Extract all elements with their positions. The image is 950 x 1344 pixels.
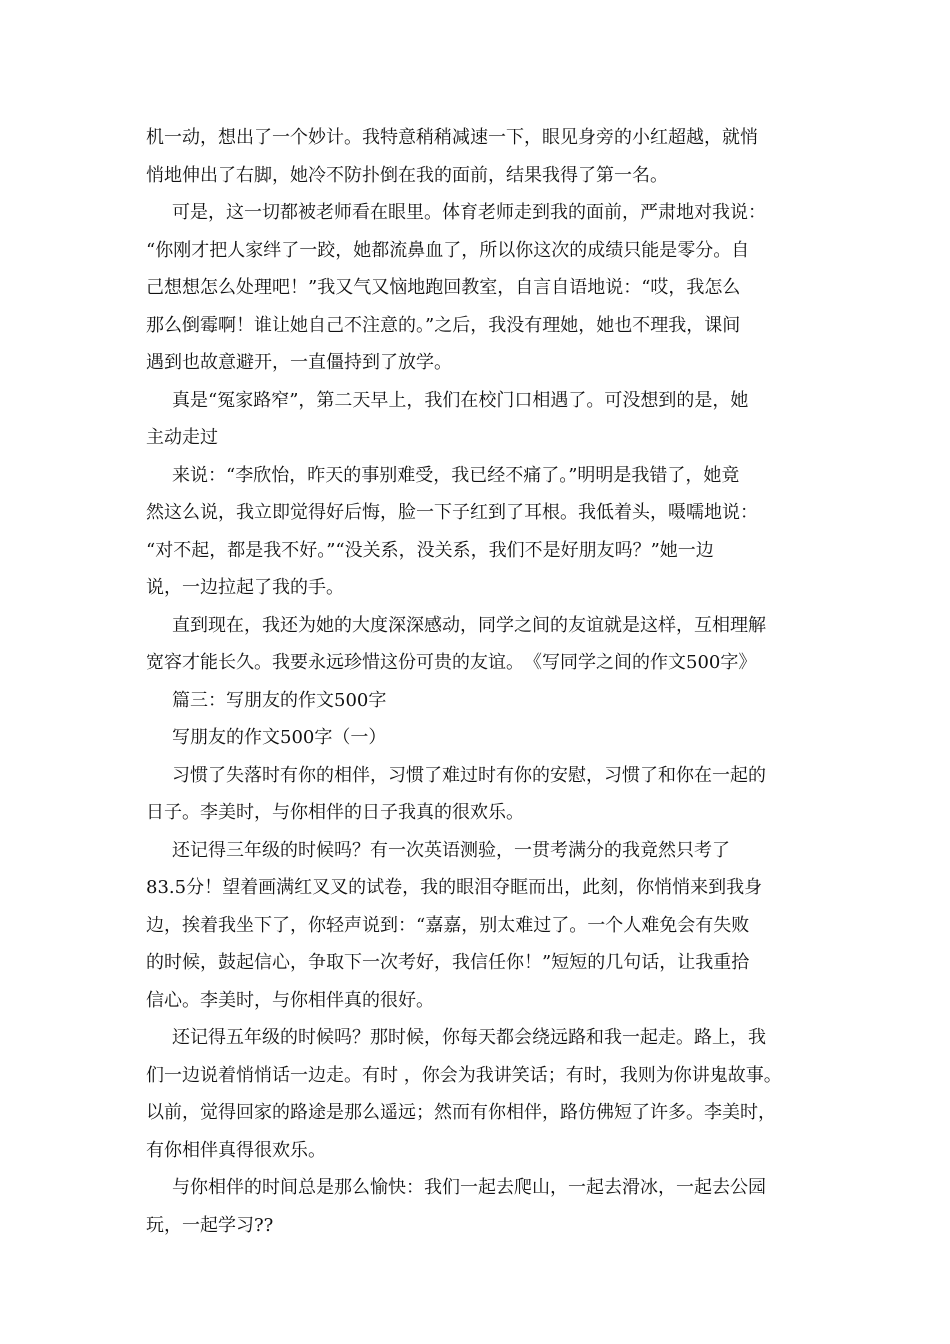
text-line: 说，一边拉起了我的手。 [146, 577, 344, 598]
text-line: 还记得三年级的时候吗？有一次英语测验，一贯考满分的我竟然只考了 [172, 839, 730, 861]
text-line: 的时候，鼓起信心，争取下一次考好，我信任你！”短短的几句话，让我重拾 [146, 952, 750, 973]
text-line: 篇三：写朋友的作文500字 [172, 689, 387, 711]
text-line: 真是“冤家路窄”，第二天早上，我们在校门口相遇了。可没想到的是，她 [172, 389, 749, 411]
text-line: 机一动，想出了一个妙计。我特意稍稍减速一下，眼见身旁的小红超越，就悄 [146, 127, 758, 148]
text-line: 信心。李美时，与你相伴真的很好。 [146, 989, 434, 1011]
text-line: “你刚才把人家绊了一跤，她都流鼻血了，所以你这次的成绩只能是零分。自 [146, 239, 750, 261]
text-line: 与你相伴的时间总是那么愉快：我们一起去爬山，一起去滑冰，一起去公园 [172, 1177, 766, 1198]
text-line: 可是，这一切都被老师看在眼里。体育老师走到我的面前，严肃地对我说： [172, 202, 766, 223]
text-line: 悄地伸出了右脚，她冷不防扑倒在我的面前，结果我得了第一名。 [146, 164, 668, 186]
text-line: 宽容才能长久。我要永远珍惜这份可贵的友谊。 《写同学之间的作文500字》 [146, 652, 757, 673]
text-line: 那么倒霉啊！谁让她自己不注意的。”之后，我没有理她，她也不理我，课间 [146, 314, 741, 336]
text-line: 然这么说，我立即觉得好后悔，脸一下子红到了耳根。我低着头，嗫嚅地说： [146, 502, 758, 523]
text-line: 习惯了失落时有你的相伴，习惯了难过时有你的安慰，习惯了和你在一起的 [172, 764, 766, 786]
text-line: 直到现在，我还为她的大度深深感动，同学之间的友谊就是这样，互相理解 [172, 614, 766, 636]
text-line: 来说：“李欣怡，昨天的事别难受，我已经不痛了。”明明是我错了，她竟 [172, 464, 740, 486]
text-line: 们一边说着悄悄话一边走。有时 ，你会为我讲笑话；有时，我则为你讲鬼故事。 [146, 1064, 782, 1086]
text-line: 还记得五年级的时候吗？那时候，你每天都会绕远路和我一起走。路上，我 [172, 1027, 766, 1048]
text-line: 玩，一起学习?? [146, 1214, 274, 1236]
text-line: 主动走过 [146, 427, 218, 448]
text-line: “对不起，都是我不好。”“没关系，没关系，我们不是好朋友吗？”她一边 [146, 539, 714, 561]
text-line: 遇到也故意避开，一直僵持到了放学。 [146, 352, 452, 373]
text-line: 以前，觉得回家的路途是那么遥远；然而有你相伴，路仿佛短了许多。李美时， [146, 1102, 776, 1123]
text-line: 写朋友的作文500字（一） [172, 727, 387, 748]
document-body [146, 119, 836, 1244]
text-line: 边，挨着我坐下了，你轻声说到：“嘉嘉，别太难过了。一个人难免会有失败 [146, 914, 750, 936]
text-line: 有你相伴真得很欢乐。 [146, 1139, 326, 1161]
text-line: 83.5分！望着画满红叉叉的试卷，我的眼泪夺眶而出，此刻，你悄悄来到我身 [146, 877, 763, 898]
text-line: 己想想怎么处理吧！”我又气又恼地跑回教室，自言自语地说：“哎，我怎么 [146, 277, 741, 298]
text-line: 日子。李美时，与你相伴的日子我真的很欢乐。 [146, 802, 524, 823]
